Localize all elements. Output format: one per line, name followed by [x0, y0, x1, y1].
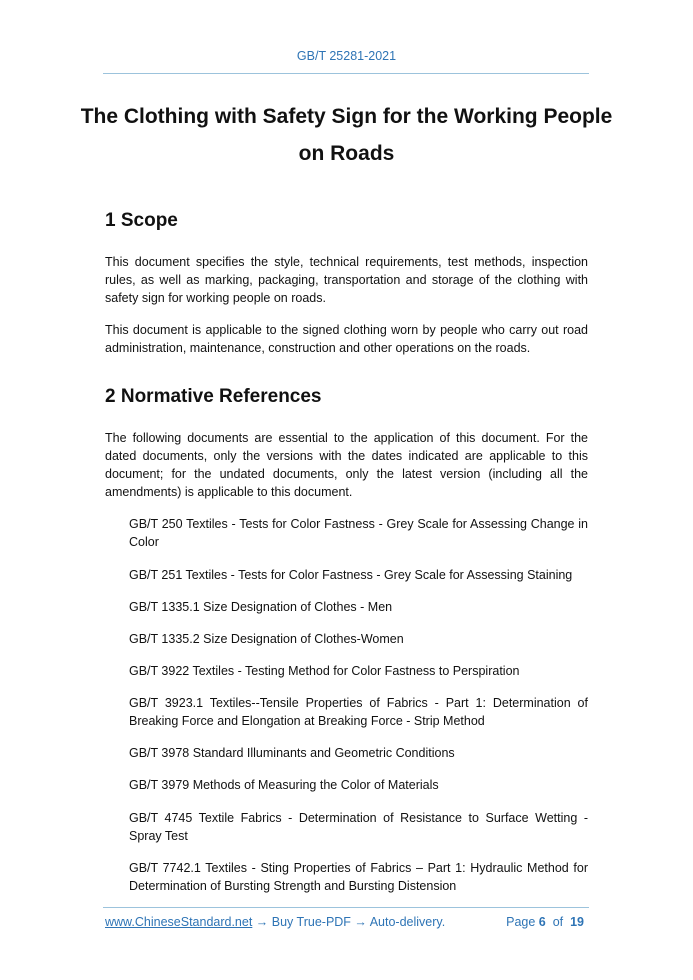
header-doc-id: GB/T 25281-2021: [296, 49, 397, 63]
section-heading-normative-references: 2 Normative References: [105, 386, 322, 407]
document-title: The Clothing with Safety Sign for the Working People on Roads: [80, 105, 613, 165]
reference-item: GB/T 3979 Methods of Measuring the Color of Materials: [129, 778, 439, 792]
page-label: Page: [506, 915, 536, 929]
reference-item: GB/T 1335.2 Size Designation of Clothes-Women: [129, 632, 404, 646]
page-indicator: [506, 915, 584, 929]
footer: [105, 915, 588, 929]
current-page: 6: [538, 915, 546, 929]
header-rule: [103, 73, 589, 74]
footer-promo: → Buy True-PDF → Auto-delivery.: [252, 915, 446, 929]
footer-rule: [103, 907, 589, 908]
reference-item: GB/T 3923.1 Textiles--Tensile Properties of Fabrics - Part 1: Determination of Breaking Force and Elongation at Breaking Force - Strip Method: [129, 696, 588, 728]
scope-paragraph-2: This document is applicable to the signed clothing worn by people who carry out road administration, maintenance, construction and other operations on the roads.: [105, 323, 588, 355]
total-pages: 19: [570, 915, 584, 929]
reference-item: GB/T 4745 Textile Fabrics - Determination of Resistance to Surface Wetting - Spray Test: [129, 811, 588, 843]
reference-item: GB/T 3978 Standard Illuminants and Geometric Conditions: [129, 746, 455, 760]
reference-item: GB/T 3922 Textiles - Testing Method for Color Fastness to Perspiration: [129, 664, 520, 678]
website-link[interactable]: www.ChineseStandard.net: [105, 915, 253, 929]
reference-item: GB/T 250 Textiles - Tests for Color Fastness - Grey Scale for Assessing Change in Color: [129, 517, 588, 549]
reference-item: GB/T 1335.1 Size Designation of Clothes - Men: [129, 600, 393, 614]
of-label: of: [552, 915, 564, 929]
scope-paragraph-1: This document specifies the style, technical requirements, test methods, inspection rules, as well as marking, packaging, transportation and storage of the clothing with safety sign for working people on roads.: [105, 255, 588, 305]
references-intro-paragraph: The following documents are essential to the application of this document. For the dated documents, only the versions with the dates indicated are applicable to this document; for the undated documents, only the latest version (including all the amendments) is applicable to this document.: [105, 431, 588, 499]
reference-item: GB/T 251 Textiles - Tests for Color Fastness - Grey Scale for Assessing Staining: [129, 568, 573, 582]
section-heading-scope: 1 Scope: [105, 210, 178, 231]
reference-item: GB/T 7742.1 Textiles - Sting Properties of Fabrics – Part 1: Hydraulic Method for Determination of Bursting Strength and Bursting Distension: [129, 861, 588, 893]
